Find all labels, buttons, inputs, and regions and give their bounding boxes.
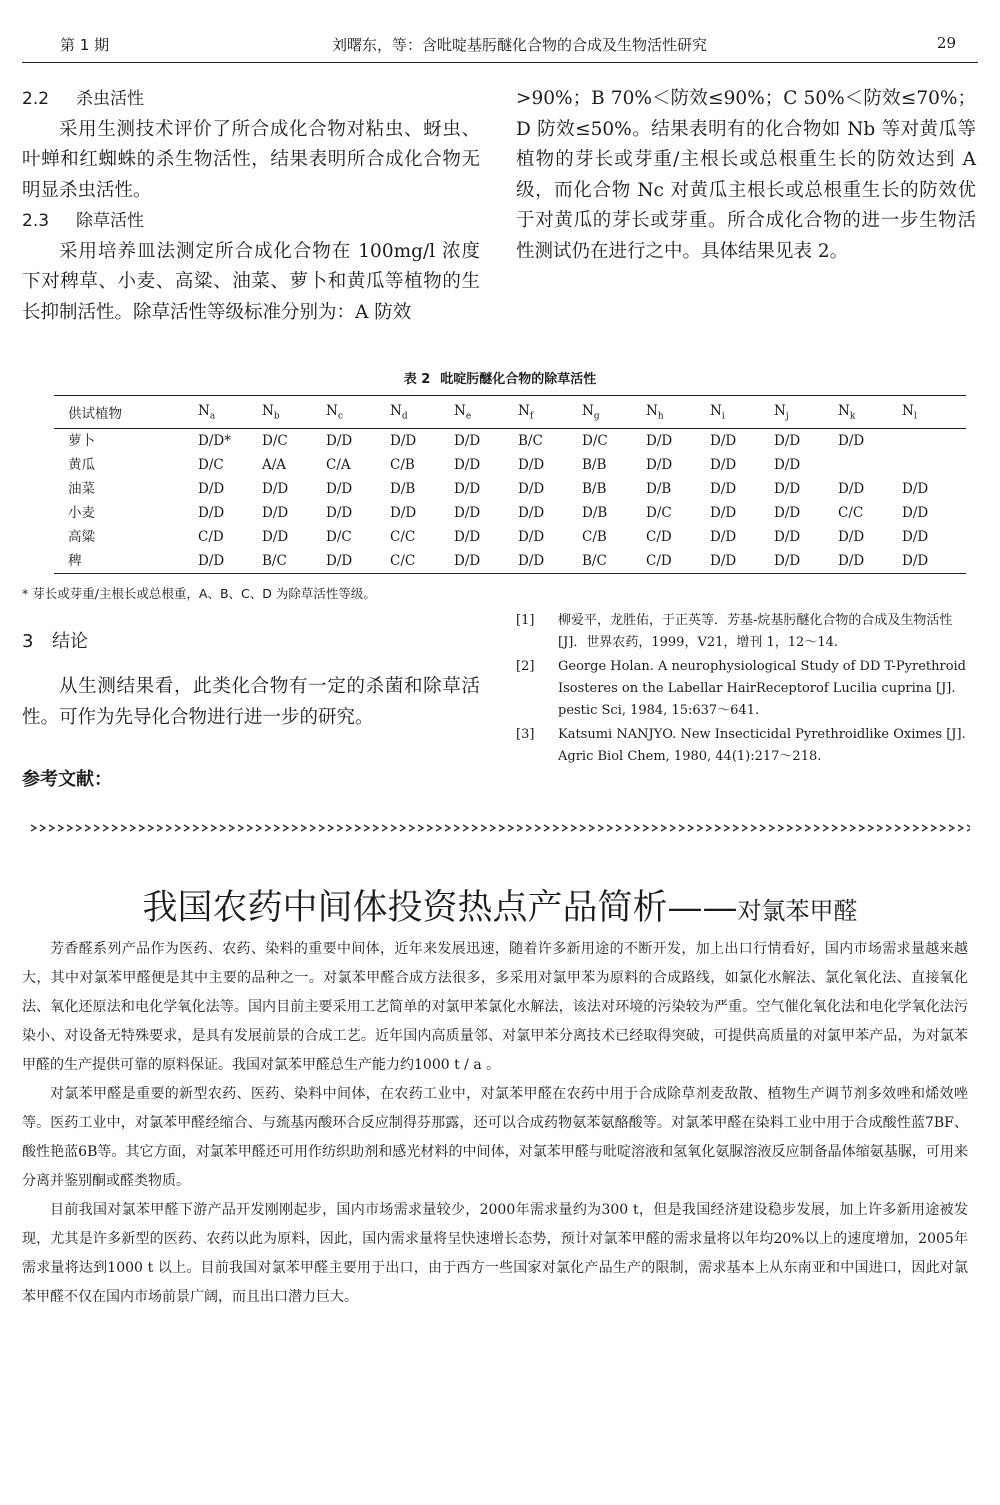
table-header-compound: $N_j$ — [774, 396, 838, 429]
section-heading-2-2 — [22, 84, 480, 115]
table-cell-value: D/D — [902, 529, 929, 545]
table-cell-value: D/C — [326, 529, 352, 545]
table-cell-value: C/A — [326, 457, 351, 473]
table-cell-value: D/C — [646, 505, 672, 521]
table-title: 吡啶肟醚化合物的除草活性 — [440, 372, 597, 387]
table-cell-value: D/D — [454, 457, 481, 473]
table-cell-value: D/D — [390, 433, 417, 449]
table-cell-value: D/D — [838, 433, 865, 449]
table-cell-value: D/D — [902, 505, 929, 521]
table-cell-value: D/D — [518, 481, 545, 497]
table-row — [54, 477, 966, 501]
table-cell-value: D/D — [902, 481, 929, 497]
table-cell-value: D/D — [454, 549, 518, 574]
table-header-compound: $N_e$ — [454, 396, 518, 429]
section-title: 除草活性 — [76, 211, 144, 231]
table-cell-value: D/D — [902, 549, 966, 574]
table-cell-value: D/D — [710, 433, 737, 449]
left-column — [22, 84, 480, 328]
reference-text: 柳爱平，龙胜佑，于正英等．芳基-烷基肟醚化合物的合成及生物活性[J]．世界农药，1999，V21，增刊 1，12～14. — [558, 613, 953, 650]
table-cell-value: C/C — [390, 529, 416, 545]
table-cell-value: D/D — [774, 433, 801, 449]
table-header-compound: $N_g$ — [582, 396, 646, 429]
table-cell-value: B/B — [582, 481, 607, 497]
table-cell-value: D/D — [454, 505, 481, 521]
table-label: 表 2 — [403, 372, 431, 387]
table-cell-plant: 油菜 — [68, 481, 95, 497]
table-cell-value: D/D — [326, 433, 353, 449]
page-header — [22, 30, 978, 60]
table-header-compound: $N_a$ — [198, 396, 262, 429]
table-row — [54, 549, 966, 574]
table-cell-value: D/D — [646, 457, 673, 473]
table-row — [54, 453, 966, 477]
table-cell-value: D/D — [710, 529, 737, 545]
table-cell-value: D/C — [262, 433, 288, 449]
table-cell-value: C/D — [646, 549, 710, 574]
table-cell-value: C/B — [390, 457, 415, 473]
reference-item — [516, 724, 976, 768]
table-header-compound: $N_f$ — [518, 396, 582, 429]
article-paragraph: 目前我国对氯苯甲醛下游产品开发刚刚起步，国内市场需求量较少，2000年需求量约为300 t，但是我国经济建设稳步发展，加上许多新用途被发现，尤其是许多新型的医药、农药以此为原料，因此，国内需求量将呈快速增长态势，预计对氯苯甲醛的需求量将以年均20%以上的速度增加，2005年需求量将达到1000 t 以上。目前我国对氯苯甲醛主要用于出口，由于西方一些国家对氯化产品生产的限制，需求基本上从东南亚和中国进口，因此对氯苯甲醛不仅在国内市场前景广阔，而且出口潜力巨大。 — [22, 1202, 968, 1305]
table-cell-plant: 萝卜 — [68, 433, 95, 449]
reference-item — [516, 610, 976, 654]
reference-number: [3] — [516, 727, 535, 742]
table-body — [54, 429, 966, 574]
section-2-2-text: 采用生测技术评价了所合成化合物对粘虫、蚜虫、叶蝉和红蜘蛛的杀生物活性，结果表明所合成化合物无明显杀虫活性。 — [22, 118, 480, 201]
herbicidal-activity-table — [54, 395, 966, 574]
table-header-compound: $N_l$ — [902, 396, 966, 429]
conclusion-heading — [22, 627, 88, 653]
table-cell-plant: 高粱 — [68, 529, 95, 545]
table-cell-value: D/D — [774, 549, 838, 574]
table-cell-value — [902, 429, 966, 454]
running-title: 刘曙东，等：含吡啶基肟醚化合物的合成及生物活性研究 — [332, 36, 708, 54]
reference-list — [516, 610, 976, 770]
table-cell-value: D/D — [518, 549, 582, 574]
table-cell-value: D/D — [454, 433, 481, 449]
article-body — [22, 935, 968, 1312]
table-cell-value: D/D — [710, 505, 737, 521]
table-cell-value: D/C — [582, 433, 608, 449]
table-cell-plant: 稗 — [54, 549, 198, 574]
section-number: 2.2 — [22, 89, 50, 109]
table-cell-value: D/D — [838, 549, 902, 574]
table-cell-value: C/D — [646, 529, 672, 545]
table-cell-value: D/D — [198, 505, 225, 521]
table-row — [54, 429, 966, 454]
table-cell-value: D/D — [518, 529, 545, 545]
table-header-plant: 供试植物 — [54, 396, 198, 429]
table-cell-value: D/D — [710, 549, 774, 574]
table-cell-value: C/B — [582, 529, 607, 545]
table-caption — [0, 368, 1000, 387]
table-cell-value: A/A — [262, 457, 287, 473]
table-cell-value: D/D — [198, 549, 262, 574]
table-cell-value: D/D — [838, 481, 865, 497]
table-cell-value: D/D — [454, 481, 481, 497]
table-header-compound: $N_b$ — [262, 396, 326, 429]
reference-text: Katsumi NANJYO. New Insecticidal Pyrethroidlike Oximes [J]. Agric Biol Chem, 1980, 44(1):217～218. — [558, 727, 966, 764]
table-cell-value: D/D — [326, 505, 353, 521]
article-title-sub: 对氯苯甲醛 — [737, 897, 858, 925]
table-cell-value: D/D — [390, 505, 417, 521]
table-cell-value: D/D — [518, 457, 545, 473]
table-header-compound: $N_c$ — [326, 396, 390, 429]
table-cell-value: B/C — [518, 433, 543, 449]
reference-number: [1] — [516, 613, 535, 628]
table-cell-plant: 黄瓜 — [68, 457, 95, 473]
article-paragraph: 芳香醛系列产品作为医药、农药、染料的重要中间体，近年来发展迅速，随着许多新用途的不断开发，加上出口行情看好，国内市场需求量越来越大，其中对氯苯甲醛便是其中主要的品种之一。对氯苯甲醛合成方法很多，多采用对氯甲苯为原料的合成路线，如氯化水解法、氯化氧化法、直接氧化法、氧化还原法和电化学氧化法等。国内目前主要采用工艺简单的对氯甲苯氯化水解法，该法对环境的污染较为严重。空气催化氧化法和电化学氧化法污染小、对设备无特殊要求，是具有发展前景的合成工艺。近年国内高质量邻、对氯甲苯分离技术已经取得突破，可提供高质量的对氯甲苯产品，为对氯苯甲醛的生产提供可靠的原料保证。我国对氯苯甲醛总生产能力约1000 t / a 。 — [22, 941, 968, 1073]
table-cell-value: D/B — [646, 481, 672, 497]
table-cell-value: B/C — [262, 549, 326, 574]
reference-text: George Holan. A neurophysiological Study of DD T-Pyrethroid Isosteres on the Labellar HairReceptorof Lucilia cuprina [J]. pestic Sci, 1984, 15:637～641. — [558, 659, 967, 718]
table-cell-plant: 小麦 — [68, 505, 95, 521]
table-row — [54, 501, 966, 525]
table-cell-value: B/C — [582, 549, 646, 574]
table-cell-value: D/D — [774, 529, 801, 545]
table-cell-value: D/D — [710, 457, 737, 473]
article-title-main: 我国农药中间体投资热点产品简析—— — [142, 888, 738, 928]
table-cell-value: D/D — [262, 529, 289, 545]
conclusion-text — [22, 672, 480, 733]
table-cell-value: D/D* — [198, 433, 231, 449]
table-cell-value: D/D — [326, 481, 353, 497]
table-cell-value: D/B — [390, 481, 416, 497]
table-cell-value: D/D — [518, 505, 545, 521]
table-cell-value: D/C — [198, 457, 224, 473]
section-title: 杀虫活性 — [76, 89, 144, 109]
table-cell-value: D/D — [454, 529, 481, 545]
table-cell-value — [902, 453, 966, 477]
table-footnote: * 芽长或芽重/主根长或总根重，A、B、C、D 为除草活性等级。 — [22, 586, 376, 601]
right-column — [516, 84, 976, 267]
header-rule — [22, 62, 978, 63]
table-cell-value: B/B — [582, 457, 607, 473]
table-cell-value: D/B — [582, 505, 608, 521]
table-header-compound: $N_h$ — [646, 396, 710, 429]
table-cell-value: D/D — [646, 433, 673, 449]
table-cell-value: D/D — [710, 481, 737, 497]
table-header-row — [54, 396, 966, 429]
table-header-compound: $N_i$ — [710, 396, 774, 429]
conclusion-paragraph: 从生测结果看，此类化合物有一定的杀菌和除草活性。可作为先导化合物进行进一步的研究。 — [22, 676, 480, 728]
section-title: 结论 — [52, 631, 88, 652]
section-2-3-text: 采用培养皿法测定所合成化合物在 100mg/l 浓度下对稗草、小麦、高粱、油菜、萝卜和黄瓜等植物的生长抑制活性。除草活性等级标准分别为：A 防效 — [22, 240, 480, 323]
table-cell-value: D/D — [774, 505, 801, 521]
table-cell-value: D/D — [326, 549, 390, 574]
article-title — [0, 880, 1000, 930]
table-cell-value: D/D — [774, 457, 801, 473]
right-column-text: >90%；B 70%＜防效≤90%；C 50%＜防效≤70%；D 防效≤50%。结果表明有的化合物如 Nb 等对黄瓜等植物的芽长或芽重/主根长或总根重生长的防效达到 A 级，而化合物 Nc 对黄瓜主根长或总根重生长的防效优于对黄瓜的芽长或芽重。所合成化合物的进一步生物活性测试仍在进行之中。具体结果见表 2。 — [516, 88, 976, 262]
table-cell-value: D/D — [774, 481, 801, 497]
table-cell-value: D/D — [198, 481, 225, 497]
article-paragraph: 对氯苯甲醛是重要的新型农药、医药、染料中间体，在农药工业中，对氯苯甲醛在农药中用于合成除草剂麦敌散、植物生产调节剂多效唑和烯效唑等。医药工业中，对氯苯甲醛经缩合、与巯基丙酸环合反应制得芬那露，还可以合成药物氨苯氨酪酸等。对氯苯甲醛在染料工业中用于合成酸性蓝7BF、酸性艳蓝6B等。其它方面，对氯苯甲醛还可用作纺织助剂和感光材料的中间体，对氯苯甲醛与吡啶溶液和氢氧化氨脲溶液反应制备晶体缩氨基脲，可用来分离并鉴别酮或醛类物质。 — [22, 1086, 968, 1189]
issue-number: 第 1 期 — [60, 36, 110, 54]
table-header-compound: $N_k$ — [838, 396, 902, 429]
reference-number: [2] — [516, 659, 535, 674]
table-cell-value: C/C — [838, 505, 864, 521]
table-cell-value: D/D — [262, 481, 289, 497]
table-row — [54, 525, 966, 549]
decorative-divider — [30, 821, 970, 835]
section-number: 3 — [22, 631, 34, 652]
table-header-compound: $N_d$ — [390, 396, 454, 429]
section-heading-2-3 — [22, 206, 480, 237]
reference-item — [516, 656, 976, 722]
table-cell-value: D/D — [262, 505, 289, 521]
table-cell-value: D/D — [838, 529, 865, 545]
table-cell-value — [838, 453, 902, 477]
section-number: 2.3 — [22, 211, 50, 231]
references-heading: 参考文献： — [22, 769, 112, 790]
table-cell-value: C/C — [390, 549, 454, 574]
table-cell-value: C/D — [198, 529, 224, 545]
page-number: 29 — [936, 34, 956, 52]
